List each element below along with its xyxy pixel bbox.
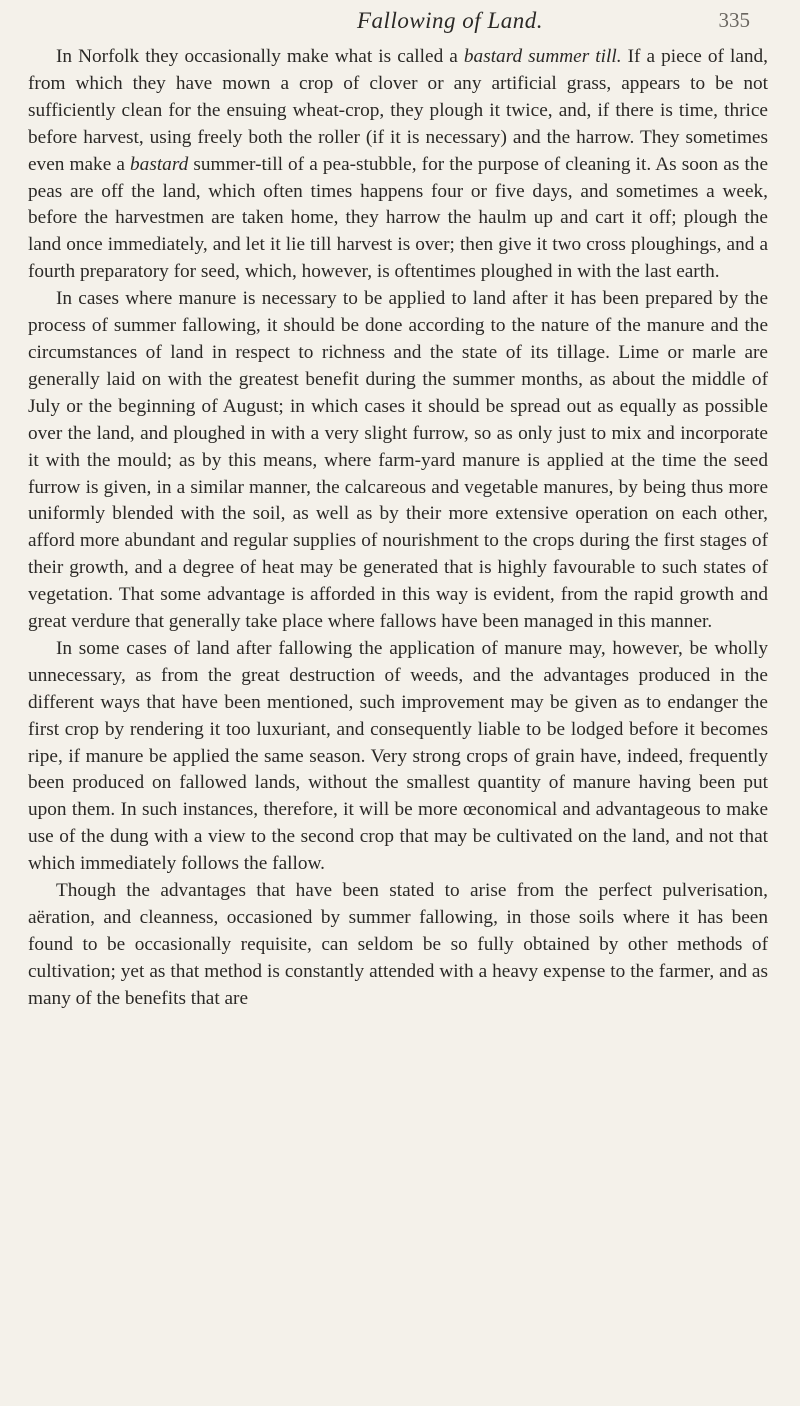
italic-term: bastard summer till. <box>463 46 622 67</box>
paragraph-text: If a piece of land, from which they have mown a crop of clover or any artificial grass, appears to be not sufficiently clean for the ensuing wheat-crop, they plough it twice, and, if there is time, thrice before harvest, using freely both the roller (if it is necessary) and the harrow. They sometimes even make a <box>28 46 768 175</box>
page-header <box>200 8 750 40</box>
paragraph-text: In cases where manure is necessary to be applied to land after it has been prepared by the process of summer fallowing, it should be done according to the nature of the manure and the circumstances of land in respect to richness and the state of its tillage. Lime or marle are generally laid on with the greatest benefit during the summer months, as about the middle of July or the beginning of August; in which cases it should be spread out as equally as possible over the land, and ploughed in with a very slight furrow, so as only just to mix and incorporate it with the mould; as by this means, where farm-yard manure is applied at the time the seed furrow is given, in a similar manner, the calcareous and vegetable manures, by being thus more uniformly blended with the soil, as well as by their more extensive operation on each other, afford more abundant and regular supplies of nourishment to the crops during the first stages of their growth, and a degree of heat may be generated that is highly favourable to such states of vegetation. That some advantage is afforded in this way is evident, from the rapid growth and great verdure that generally take place where fallows have been managed in this manner. <box>28 288 768 633</box>
italic-term: bastard <box>130 153 189 175</box>
paragraph-text: Though the advantages that have been stated to arise from the perfect pulverisation, aëration, and cleanness, occasioned by summer fallowing, in those soils where it has been found to be occasionally requisite, can seldom be so fully obtained by other methods of cultivation; yet as that method is constantly attended with a heavy expense to the farmer, and as many of the benefits that are <box>28 880 768 1009</box>
paragraph <box>28 636 768 878</box>
paragraph <box>28 286 768 636</box>
paragraph <box>28 878 768 1013</box>
page-number: 335 <box>718 8 750 32</box>
running-title: Fallowing of Land. <box>357 8 543 33</box>
paragraph <box>28 44 768 286</box>
paragraph-text: summer-till of a pea-stubble, for the purpose of cleaning it. As soon as the peas are off the land, which often times happens four or five days, and sometimes a week, before the harvestmen are taken home, they harrow the haulm up and cart it off; plough the land once immediately, and let it lie till harvest is over; then give it two cross ploughings, and a fourth preparatory for seed, which, however, is oftentimes ploughed in with the last earth. <box>28 153 768 283</box>
body-text <box>28 44 768 1013</box>
paragraph-text: In some cases of land after fallowing the application of manure may, however, be wholly unnecessary, as from the great destruction of weeds, and the advantages produced in the different ways that have been mentioned, such improvement may be given as to endanger the first crop by rendering it too luxuriant, and consequently liable to be lodged before it becomes ripe, if manure be applied the same season. Very strong crops of grain have, indeed, frequently been produced on fallowed lands, without the smallest quantity of manure having been put upon them. In such instances, therefore, it will be more œconomical and advantageous to make use of the dung with a view to the second crop that may be cultivated on the land, and not that which immediately follows the fallow. <box>28 637 768 875</box>
paragraph-text: In Norfolk they occasionally make what is called a <box>56 46 464 67</box>
